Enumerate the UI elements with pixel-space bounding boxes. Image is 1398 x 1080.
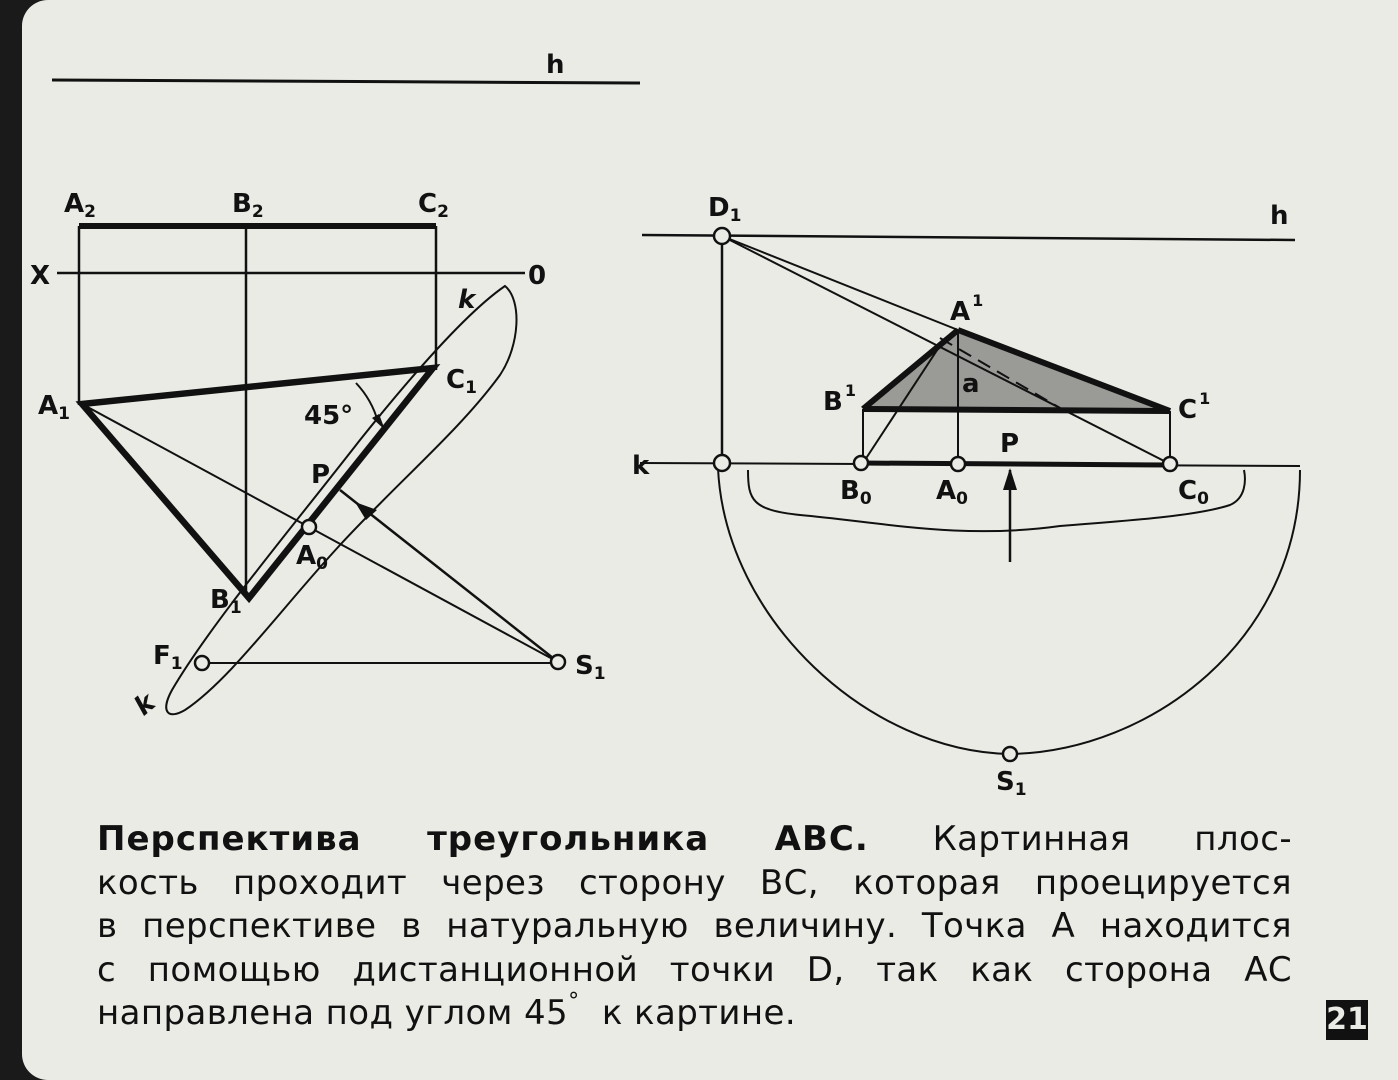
view-ray-s1-p [340,490,558,662]
point-a0-right [951,457,965,471]
ray-a1-s1 [82,404,558,662]
label-d1: D1 [708,193,742,226]
label-a0-left: A0 [296,541,328,574]
ground-line-bold [860,463,1170,465]
label-angle-45: 45° [304,401,354,431]
caption-line-5: направлена под углом 45° к картине. [97,989,797,1033]
label-x: X [30,261,51,291]
right-horizon-line [642,235,1295,240]
caption-text [97,818,1292,1036]
label-a2: A2 [64,189,96,222]
label-a0-right: A0 [936,476,968,509]
left-construction [52,80,640,714]
edge-b1-c1 [863,409,1170,411]
label-s1-right: S1 [996,767,1027,800]
point-d1 [714,228,730,244]
left-horizon-line [52,80,640,83]
ray-d1-a1 [722,236,958,330]
point-c0 [1163,457,1177,471]
point-s1-right [1003,747,1017,761]
caption-line-4: с помощью дистанционной точки D, так как сторона АС [97,949,1292,990]
label-b2: B2 [232,189,264,222]
label-c1-left: C1 [446,365,477,398]
caption-line-1: Перспектива треугольника АВС. Картинная плос- [97,819,1292,859]
right-labels [632,193,1289,800]
label-k-top: k [458,285,476,315]
point-a0-left [302,520,316,534]
point-f1 [195,656,209,670]
label-f1: F1 [153,641,183,674]
label-c0: C0 [1178,476,1209,509]
label-a1-right: A $^1$ [950,291,984,327]
triangle-a1-b1-c1 [82,368,433,598]
caption-line-3: в перспективе в натуральную величину. Точка А находится [97,906,1292,946]
label-o: 0 [528,261,547,291]
angle-arc-45 [356,383,378,422]
label-c2: C2 [418,189,449,222]
label-h-right: h [1270,201,1289,231]
left-labels [30,50,606,722]
caption-heading: Перспектива треугольника АВС. [97,819,869,859]
page-number-badge: 21 [1326,1000,1368,1040]
point-k-left [714,455,730,471]
ray-d1-c0 [722,236,1170,464]
label-c1-right: C $^1$ [1178,389,1211,425]
label-s1-left: S1 [575,651,606,684]
label-a-height: a [962,369,980,399]
picture-plane-k [166,286,516,714]
label-k-bottom: k [128,687,162,722]
label-b0: B0 [840,476,872,509]
point-s1-left [551,655,565,669]
label-p-right: P [1000,429,1020,459]
point-b0 [854,456,868,470]
label-k-right: k [632,451,650,481]
label-b1-left: B1 [210,585,242,618]
label-b1-right: B $^1$ [823,381,856,417]
label-a1-left: A1 [38,391,70,424]
view-arrow-icon [1003,468,1017,490]
label-h-left: h [546,50,565,80]
label-p-left: P [311,460,331,490]
caption-line-2: кость проходит через сторону ВС, которая проецируется [97,862,1292,903]
ground-plan-outline [748,470,1245,531]
